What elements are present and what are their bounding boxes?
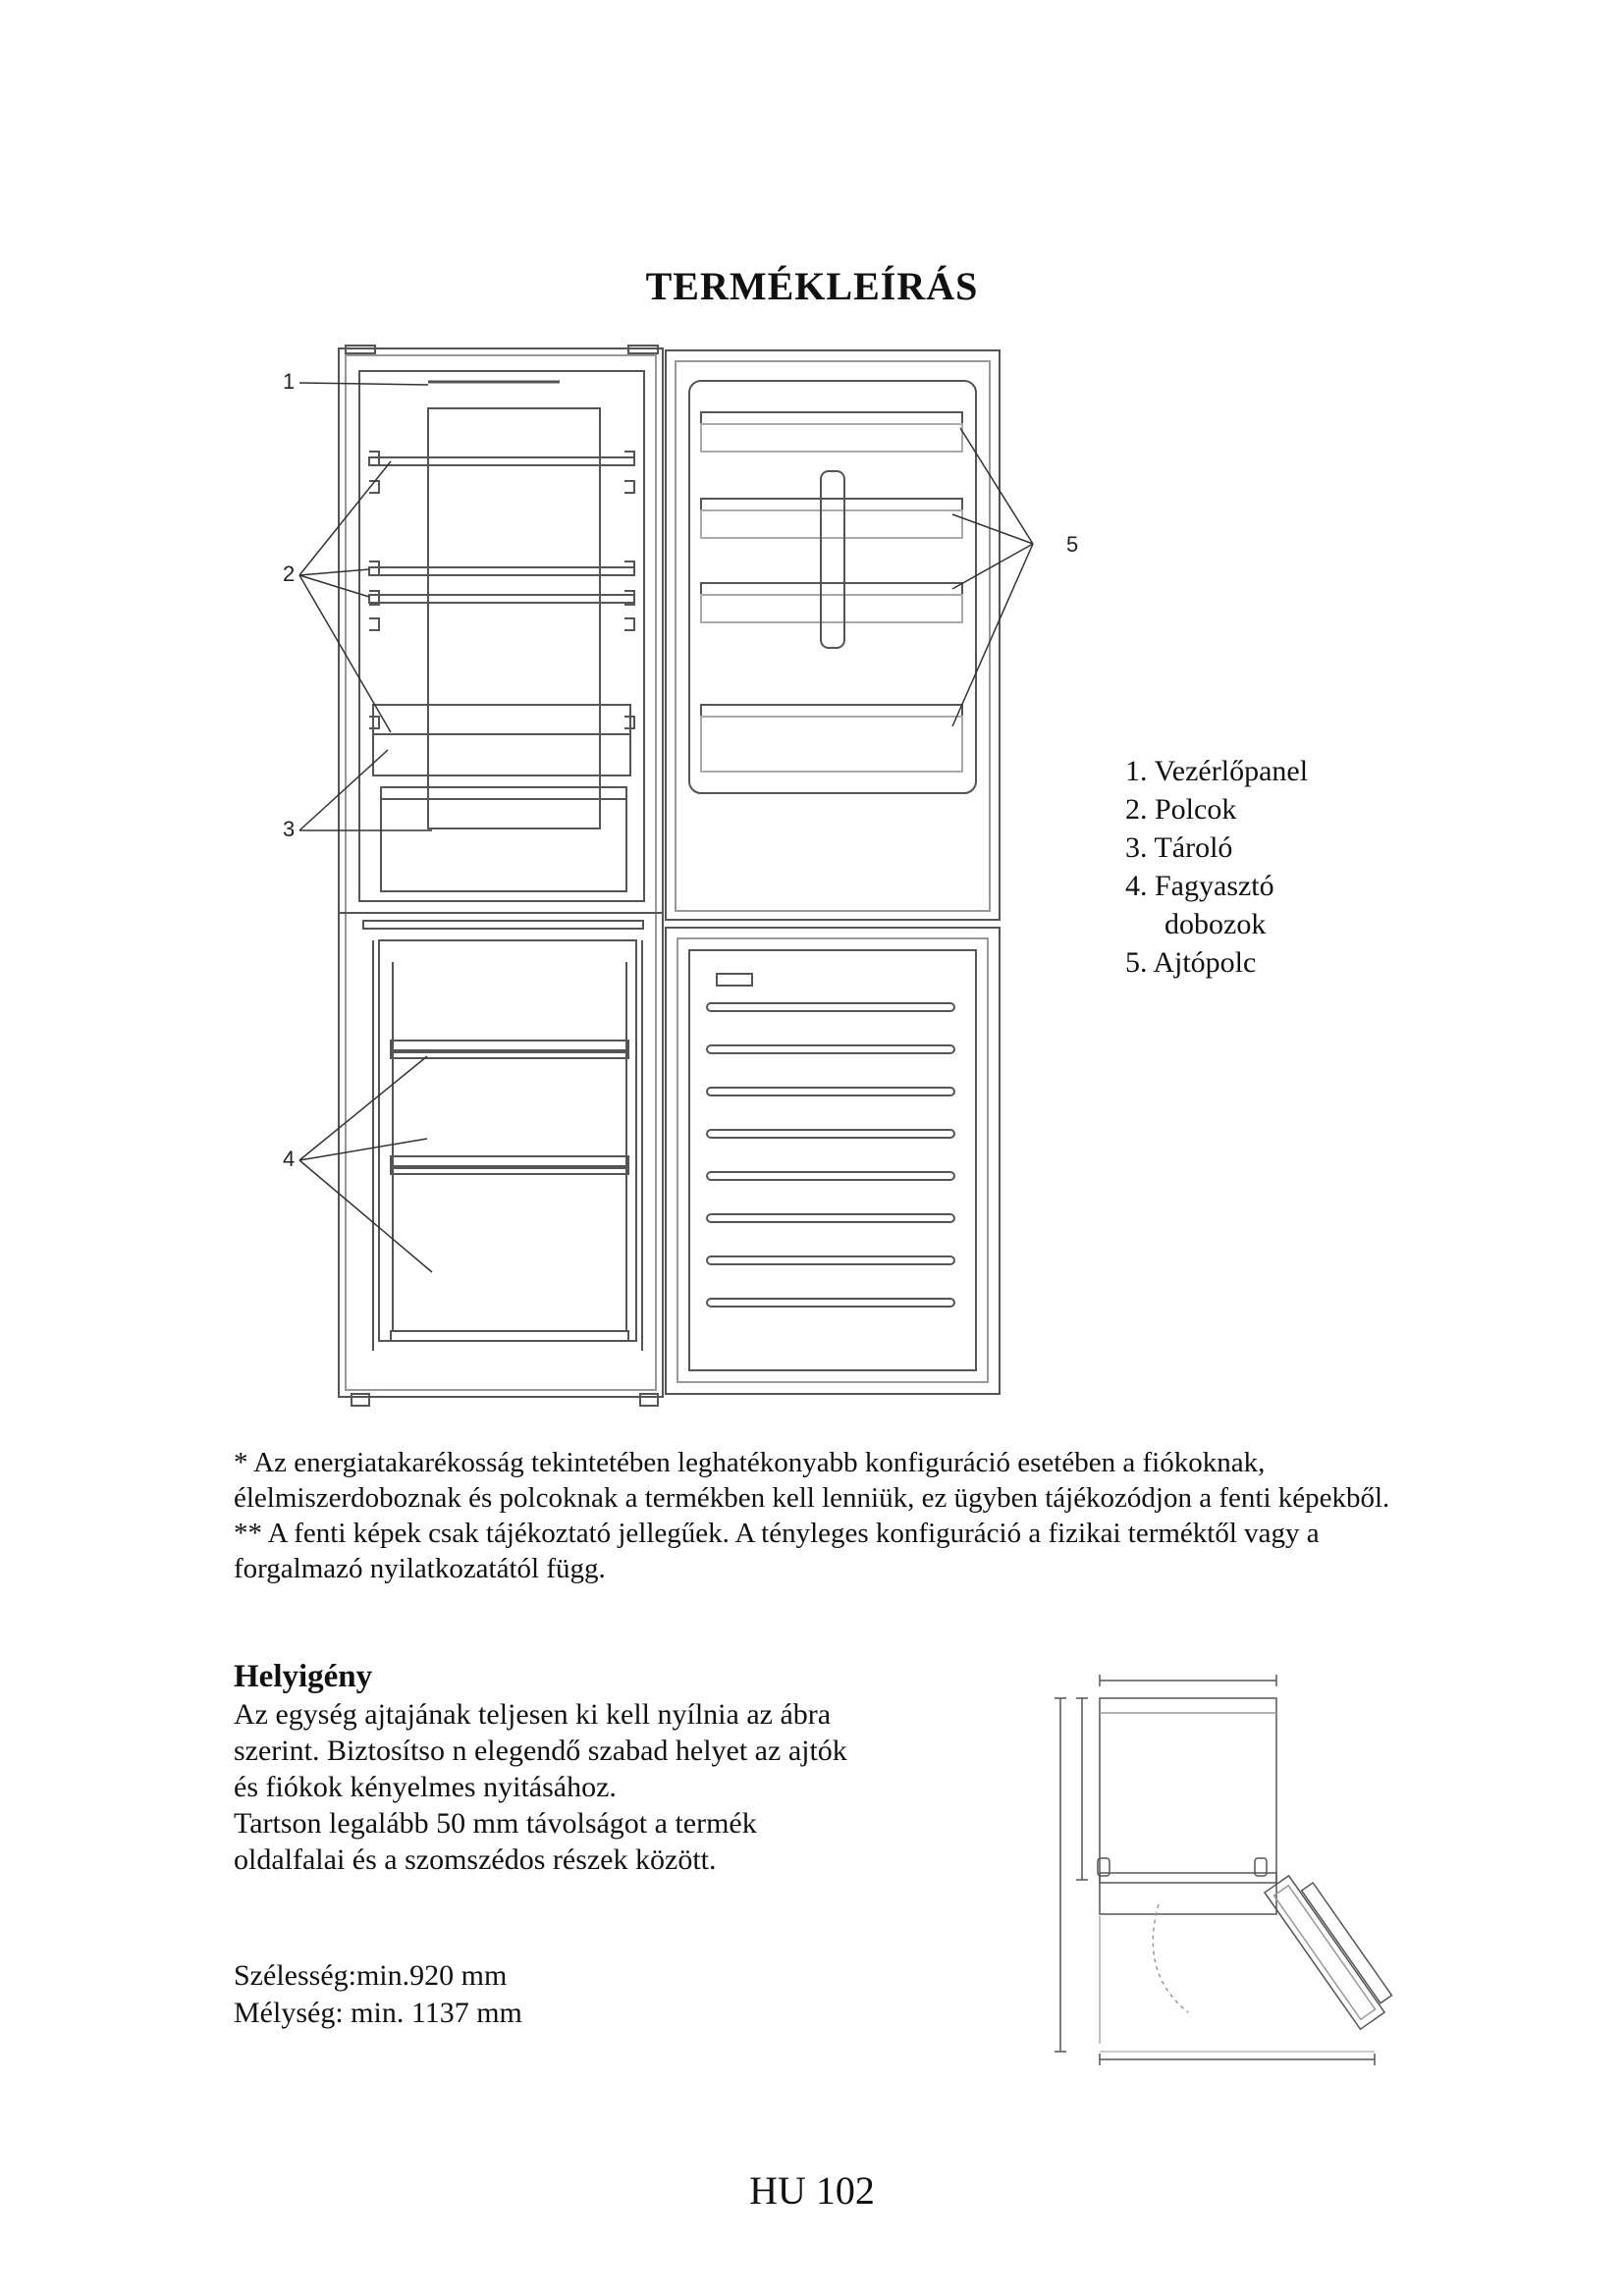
legend-item: 3. Tároló (1125, 831, 1233, 864)
callout-1: 1 (283, 369, 296, 394)
text-line: és fiókok kényelmes nyitásához. (234, 1771, 617, 1803)
legend-item: 5. Ajtópolc (1125, 946, 1257, 979)
legend-item: 1. Vezérlőpanel (1125, 755, 1309, 787)
legend-item: 2. Polcok (1125, 793, 1237, 826)
fridge-diagram (236, 334, 1079, 1414)
page-number: HU 102 (749, 2168, 875, 2213)
text-line: szerint. Biztosítso n elegendő szabad helyet az ajtók (234, 1735, 847, 1767)
legend-item: 4. Fagyasztó (1125, 870, 1274, 902)
text-line: oldalfalai és a szomszédos részek között. (234, 1843, 717, 1876)
text-line: Tartson legalább 50 mm távolságot a termék (234, 1807, 757, 1840)
note-energy: * Az energiatakarékosság tekintetében leghatékonyabb konfiguráció esetében a fiókoknak, élelmiszerdoboznak és polcoknak a termékben kell lenniük, ez ügyben tájékozódjon a fenti képekből. (234, 1447, 1390, 1514)
note-illustrative: ** A fenti képek csak tájékoztató jellegűek. A tényleges konfiguráció a fizikai terméktől vagy a forgalmazó nyilatkozatától függ. (234, 1518, 1320, 1584)
depth-requirement: Mélység: min. 1137 mm (234, 1997, 522, 2029)
space-requirements-text (234, 1696, 980, 1878)
legend-item-continuation: dobozok (1164, 908, 1267, 940)
callout-4: 4 (283, 1147, 296, 1171)
dimension-requirements (234, 1957, 522, 2032)
callout-5: 5 (1066, 532, 1079, 557)
door-clearance-plan (1011, 1659, 1404, 2071)
text-line: Az egység ajtajának teljesen ki kell nyílnia az ábra (234, 1698, 832, 1731)
parts-legend (1125, 752, 1308, 982)
section-heading: Helyigény (234, 1659, 373, 1694)
notes (234, 1445, 1432, 1586)
callout-2: 2 (283, 561, 296, 586)
callout-3: 3 (283, 817, 296, 841)
width-requirement: Szélesség:min.920 mm (234, 1959, 508, 1992)
page-title: TERMÉKLEÍRÁS (645, 264, 979, 308)
